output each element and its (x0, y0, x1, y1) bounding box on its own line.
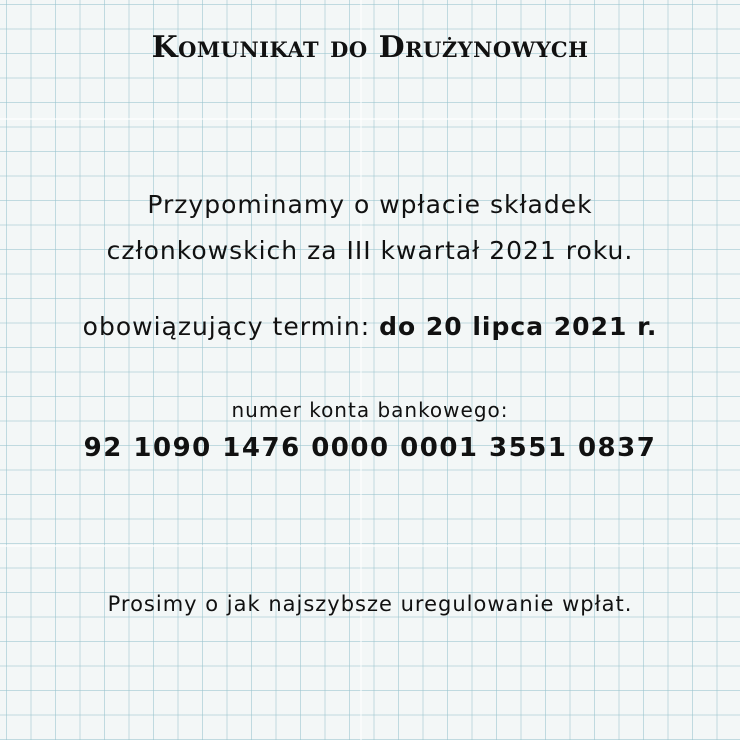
reminder-line-1: Przypominamy o wpłacie składek (147, 190, 593, 219)
closing-text: Prosimy o jak najszybsze uregulowanie wpłat. (107, 592, 633, 616)
paper-fold (360, 0, 362, 740)
deadline-label: obowiązujący termin: (82, 312, 371, 341)
deadline-line (0, 312, 740, 341)
account-number: 92 1090 1476 0000 0001 3551 0837 (83, 433, 657, 463)
paper-fold (0, 545, 740, 547)
reminder-line-2: członkowskich za III kwartał 2021 roku. (106, 236, 634, 265)
paper-fold (0, 118, 740, 120)
deadline-value: do 20 lipca 2021 r. (379, 312, 658, 341)
account-label: numer konta bankowego: (231, 398, 509, 422)
page-title: Komunikat do Drużynowych (151, 30, 589, 65)
